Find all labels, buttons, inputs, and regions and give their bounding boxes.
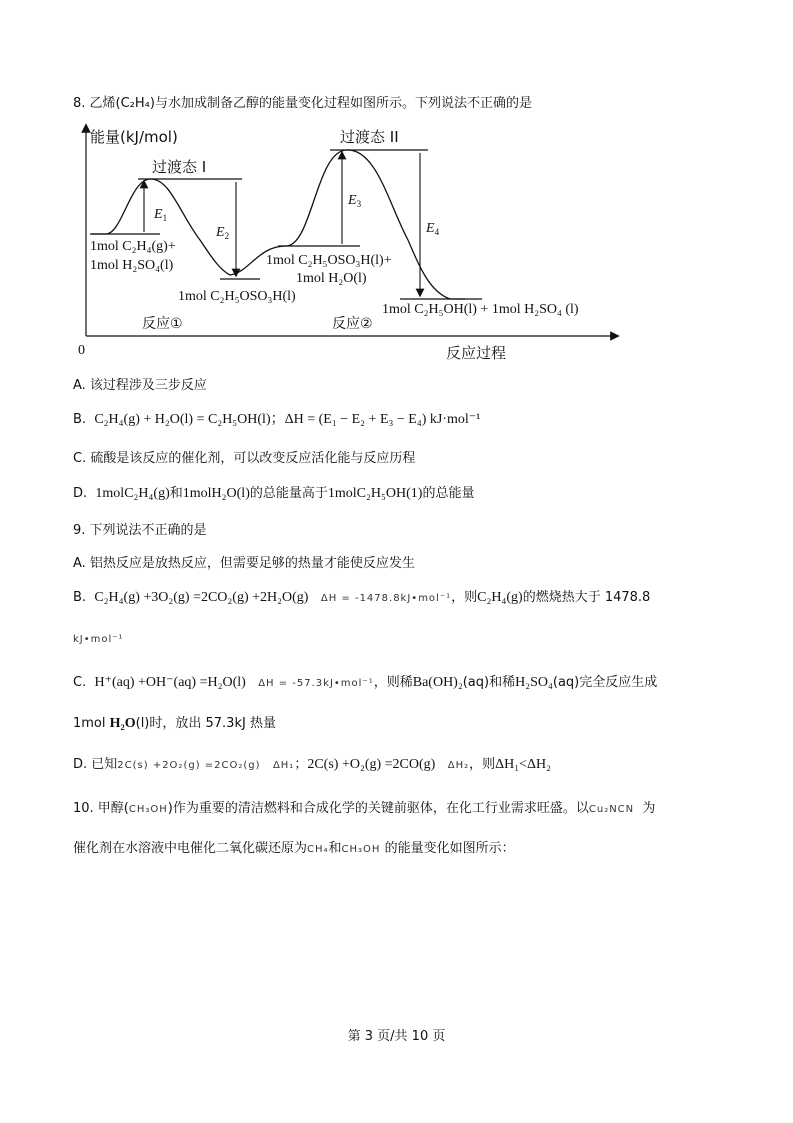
reactants-label-2: 1mol H₂SO₄(l): [90, 258, 174, 273]
products-label: 1mol C₂H₅OH(l) + 1mol H₂SO₄ (l): [382, 302, 579, 317]
reaction2-label: 反应②: [332, 316, 373, 332]
q10-line1: 10. 甲醇(CH₃OH)作为重要的清洁燃料和合成化学的关键前驱体，在化工行业需求旺盛。以Cu₂NCN 为: [73, 801, 656, 816]
origin-label: 0: [78, 343, 85, 358]
ts2-label: 过渡态 II: [340, 128, 399, 146]
q9-stem: 9. 下列说法不正确的是: [73, 523, 207, 538]
x-axis-label: 反应过程: [446, 344, 507, 362]
energy-curve: [92, 150, 465, 299]
q9-option-c-line2: 1mol H₂O(l)时，放出 57.3kJ 热量: [73, 716, 276, 731]
page-footer: 第 3 页/共 10 页: [347, 1029, 446, 1044]
q10-line2: 催化剂在水溶液中电催化二氧化碳还原为CH₄和CH₃OH 的能量变化如图所示：: [73, 841, 515, 856]
q9-option-c: C. H⁺(aq) +OH⁻(aq) =H₂O(l) ΔH = -57.3kJ•mol⁻¹，则稀Ba(OH)₂(aq)和稀H₂SO₄(aq)完全反应生成: [73, 675, 658, 690]
q8-option-d: D. 1molC₂H₄(g)和1molH₂O(l)的总能量高于1molC₂H₅OH(1)的总能量: [73, 486, 475, 501]
e1-label: $E_1$: [154, 207, 168, 223]
e2-label: $E_2$: [216, 225, 230, 241]
q8-option-c: C. 硫酸是该反应的催化剂，可以改变反应活化能与反应历程: [73, 451, 416, 466]
energy-diagram: [70, 122, 630, 367]
mid-label-1: 1mol C₂H₅OSO₃H(l)+: [266, 253, 392, 268]
q8-stem: 8. 乙烯(C₂H₄)与水加成制备乙醇的能量变化过程如图所示。下列说法不正确的是: [73, 96, 532, 111]
q8-option-a: A. 该过程涉及三步反应: [73, 378, 207, 393]
q8-option-b: B. C₂H₄(g) + H₂O(l) = C₂H₅OH(l)；ΔH = (E₁ − E₂ + E₃ − E₄) kJ·mol⁻¹: [73, 412, 481, 427]
q9-option-b-unit: kJ•mol⁻¹: [73, 634, 124, 645]
e3-label: $E_3$: [348, 193, 362, 209]
q9-option-d: D. 已知2C(s) +2O₂(g) =2CO₂(g) ΔH₁；2C(s) +O₂(g) =2CO(g) ΔH₂，则ΔH₁<ΔH₂: [73, 757, 552, 772]
intermediate-label: 1mol C₂H₅OSO₃H(l): [178, 289, 296, 304]
ts1-label: 过渡态 I: [152, 158, 207, 176]
reactants-label-1: 1mol C₂H₄(g)+: [90, 239, 176, 254]
q9-option-a: A. 铝热反应是放热反应，但需要足够的热量才能使反应发生: [73, 556, 415, 571]
y-axis-label: 能量(kJ/mol): [90, 128, 178, 146]
q9-option-b: B. C₂H₄(g) +3O₂(g) =2CO₂(g) +2H₂O(g) ΔH = -1478.8kJ•mol⁻¹，则C₂H₄(g)的燃烧热大于 1478.8: [73, 590, 651, 605]
e4-label: $E_4$: [426, 221, 440, 237]
reaction1-label: 反应①: [142, 316, 183, 332]
mid-label-2: 1mol H₂O(l): [296, 271, 367, 286]
